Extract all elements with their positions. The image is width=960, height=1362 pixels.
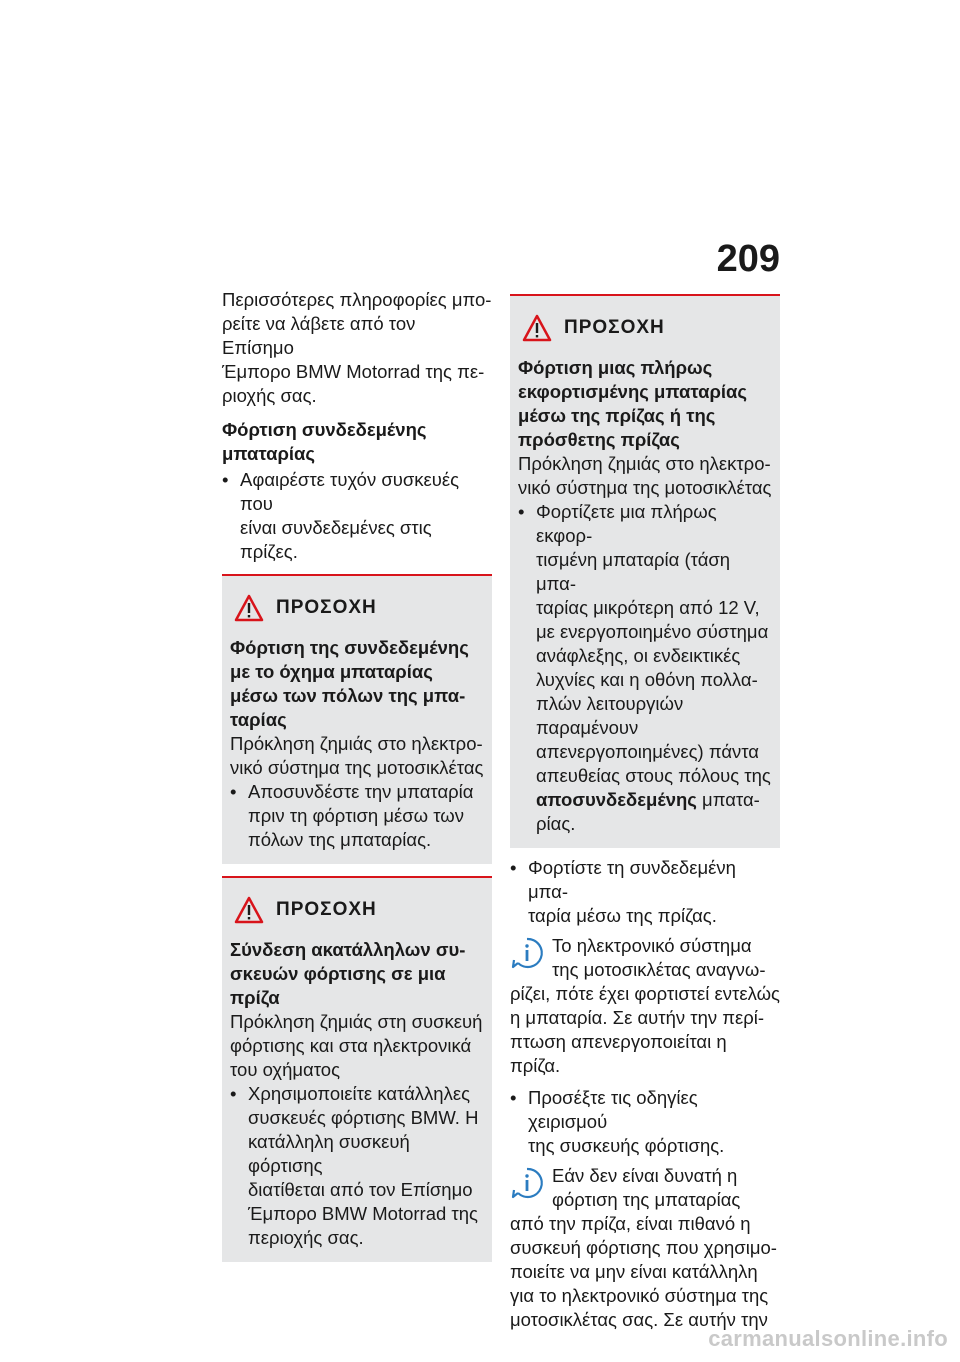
- warning-heading: Φόρτιση μιας πλήρως εκφορτισμένης μπαταρίας μέσω της πρίζας ή της πρόσθετης πρίζας: [518, 357, 748, 450]
- warning-text: Πρόκληση ζημιάς στο ηλεκτρο- νικό σύστημα της μοτοσικλέτας: [518, 453, 772, 498]
- warning-heading: Σύνδεση ακατάλληλων συ- σκευών φόρτισης σε μια πρίζα: [230, 939, 466, 1008]
- right-column: [510, 294, 780, 1332]
- warning-title: ΠΡΟΣΟΧΗ: [276, 597, 377, 618]
- info-icon: [510, 1166, 544, 1200]
- warning-bullet: • Αποσυνδέστε την μπαταρία πριν τη φόρτιση μέσω των πόλων της μπαταρίας.: [230, 780, 484, 852]
- warning-text: Πρόκληση ζημιάς στη συσκευή φόρτισης και στα ηλεκτρονικά του οχήματος: [230, 1011, 483, 1080]
- bullet-charge-socket: • Φορτίστε τη συνδεδεμένη μπα- ταρία μέσω της πρίζας.: [510, 856, 780, 928]
- watermark: carmanualsonline.info: [708, 1326, 948, 1351]
- warning-box-poles: [222, 574, 492, 864]
- info-note-auto-off: Το ηλεκτρονικό σύστημα της μοτοσικλέτας αναγνω- ρίζει, πότε έχει φορτιστεί εντελώς η μπαταρία. Σε αυτήν την περί- πτωση απενεργοποιείται η πρίζα.: [510, 935, 780, 1076]
- warning-bullet: • Χρησιμοποιείτε κατάλληλες συσκευές φόρτισης BMW. Η κατάλληλη συσκευή φόρτισης διατίθεται από τον Επίσημο Έμπορο BMW Motorrad της περιοχής σας.: [230, 1082, 484, 1250]
- warning-bullet: • Φορτίζετε μια πλήρως εκφορ- τισμένη μπαταρία (τάση μπα- ταρίας μικρότερη από 12 V, με ενεργοποιημένο σύστημα ανάφλεξης, οι ενδεικτικές λυχνίες και η οθόνη πολλα- πλών λειτουργιών παραμένουν απενεργοποιημένες) πάντα απευθείας στους πόλους της αποσυνδεδεμένης μπατα- ρίας.: [518, 500, 772, 836]
- bullet-charger-instructions: • Προσέξτε τις οδηγίες χειρισμού της συσκευής φόρτισης.: [510, 1086, 780, 1158]
- info-note-unsuitable-charger: Εάν δεν είναι δυνατή η φόρτιση της μπαταρίας από την πρίζα, είναι πιθανό η συσκευή φόρτισης που χρησιμο- ποιείτε να μην είναι κατάλληλη για το ηλεκτρονικό σύστημα της μοτοσικλέτας σας. Σε αυτήν την: [510, 1165, 777, 1330]
- warning-heading: Φόρτιση της συνδεδεμένης με το όχημα μπαταρίας μέσω των πόλων της μπα- ταρίας: [230, 637, 469, 730]
- warning-box-chargers: [222, 876, 492, 1262]
- bullet-remove-devices: • Αφαιρέστε τυχόν συσκευές που είναι συνδεδεμένες στις πρίζες.: [222, 468, 492, 564]
- warning-box-discharged: [510, 294, 780, 848]
- page-number: 209: [716, 238, 780, 280]
- warning-triangle-icon: [234, 896, 264, 924]
- warning-text: Πρόκληση ζημιάς στο ηλεκτρο- νικό σύστημα της μοτοσικλέτας: [230, 733, 484, 778]
- intro-paragraph: Περισσότερες πληροφορίες μπο- ρείτε να λάβετε από τον Επίσημο Έμπορο BMW Motorrad της πε- ριοχής σας.: [222, 289, 492, 406]
- warning-title: ΠΡΟΣΟΧΗ: [564, 317, 665, 338]
- left-column: [222, 288, 492, 1262]
- info-icon: [510, 936, 544, 970]
- warning-triangle-icon: [234, 594, 264, 622]
- warning-title: ΠΡΟΣΟΧΗ: [276, 899, 377, 920]
- warning-triangle-icon: [522, 314, 552, 342]
- section-heading: Φόρτιση συνδεδεμένης μπαταρίας: [222, 419, 427, 464]
